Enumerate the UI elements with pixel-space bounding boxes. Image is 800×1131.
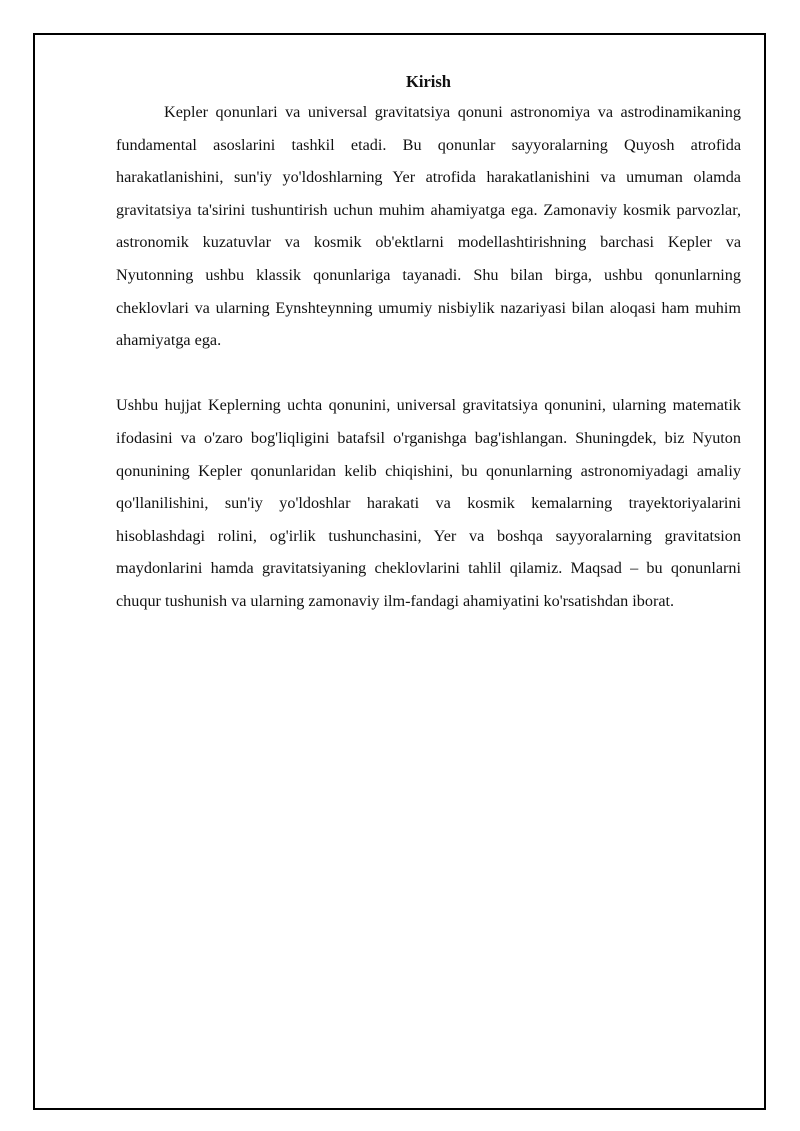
paragraph-intro: Kepler qonunlari va universal gravitatsiya qonuni astronomiya va astrodinamikaning fundamental asoslarini tashkil etadi. Bu qonunlar sayyoralarning Quyosh atrofida harakatlanishini, sun'iy yo'ldoshlarning Yer atrofida harakatlanishini va umuman olamda gravitatsiya ta'sirini tushuntirish uchun muhim ahamiyatga ega. Zamonaviy kosmik parvozlar, astronomik kuzatuvlar va kosmik ob'ektlarni modellashtirishning barchasi Kepler va Nyutonning ushbu klassik qonunlariga tayanadi. Shu bilan birga, ushbu qonunlarning cheklovlari va ularning Eynshteynning umumiy nisbiylik nazariyasi bilan aloqasi ham muhim ahamiyatga ega. bbox=[116, 103, 741, 350]
document-title: Kirish bbox=[406, 72, 451, 91]
paragraph-scope: Ushbu hujjat Keplerning uchta qonunini, universal gravitatsiya qonunini, ularning matematik ifodasini va o'zaro bog'liqligini batafsil o'rganishga bag'ishlangan. Shuningdek, biz Nyuton qonunining Kepler qonunlaridan kelib chiqishini, bu qonunlarning astronomiyadagi amaliy qo'llanilishini, sun'iy yo'ldoshlar harakati va kosmik kemalarning trayektoriyalarini hisoblashdagi rolini, og'irlik tushunchasini, Yer va boshqa sayyoralarning gravitatsion maydonlarini hamda gravitatsiyaning cheklovlarini tahlil qilamiz. Maqsad – bu qonunlarni chuqur tushunish va ularning zamonaviy ilm-fandagi ahamiyatini ko'rsatishdan iborat. bbox=[116, 396, 741, 610]
document-body bbox=[116, 68, 741, 618]
paragraph-spacer bbox=[116, 357, 741, 390]
